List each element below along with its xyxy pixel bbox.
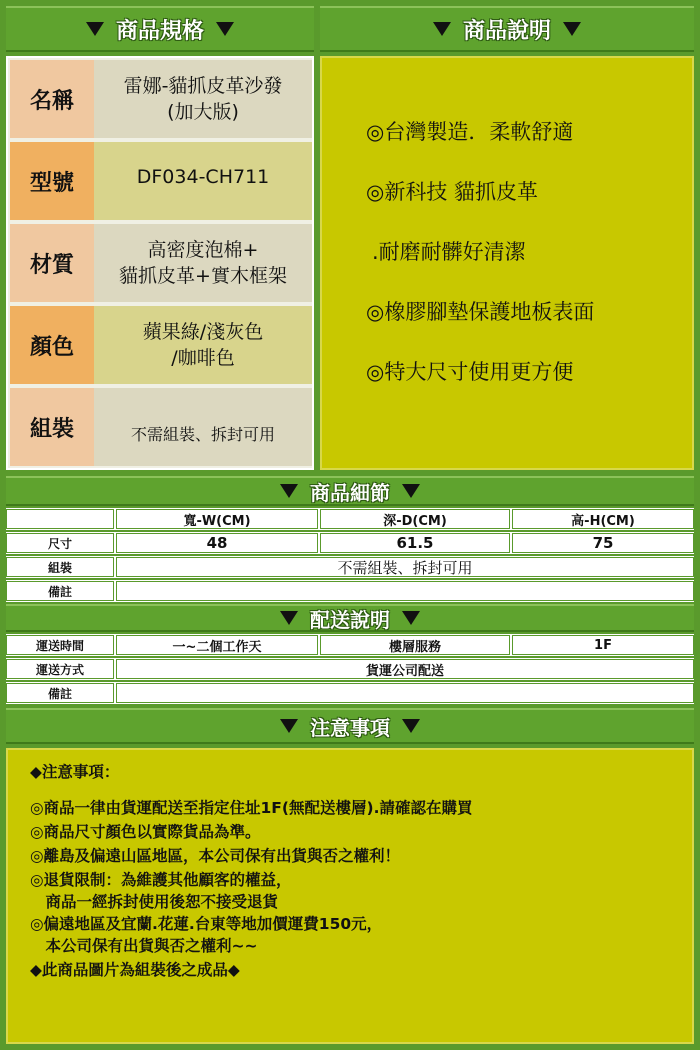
assembly-label: 組裝 [6, 557, 114, 577]
note-value [116, 581, 694, 601]
detail-header-title: 商品細節 [310, 480, 390, 505]
notice-header [6, 708, 694, 744]
delivery-time-label: 運送時間 [6, 635, 114, 655]
delivery-header-title: 配送說明 [310, 607, 390, 632]
spec-table [6, 56, 314, 470]
depth-column-header: 深-D(CM) [320, 509, 510, 529]
delivery-time-row [6, 634, 694, 656]
notice-line: ◎偏遠地區及宜蘭.花蓮.台東等地加價運費150元， [30, 915, 383, 933]
desc-header-title: 商品說明 [462, 18, 551, 44]
spec-value: 高密度泡棉+ 貓抓皮革+實木框架 [94, 224, 312, 302]
assembly-row [6, 556, 694, 578]
notice-line: 商品一經拆封使用後恕不接受退貨 [30, 893, 279, 911]
description-item: ◎橡膠腳墊保護地板表面 [366, 300, 595, 324]
delivery-time-value: 一~二個工作天 [116, 635, 318, 655]
spec-label: 組裝 [10, 388, 94, 466]
empty-cell [6, 509, 114, 529]
description-item: ◎台灣製造．柔軟舒適 [366, 120, 574, 144]
spec-label: 名稱 [10, 60, 94, 138]
notice-line: ◎商品一律由貨運配送至指定住址1F(無配送樓層).請確認在購買 [30, 799, 473, 817]
description-item: .耐磨耐髒好清潔 [372, 240, 526, 264]
delivery-note-label: 備註 [6, 683, 114, 703]
description-item: ◎新科技 貓抓皮革 [366, 180, 538, 204]
notice-line: ◆此商品圖片為組裝後之成品◆ [30, 961, 240, 979]
notice-panel [6, 748, 694, 1044]
height-column-header: 高-H(CM) [512, 509, 694, 529]
spec-label: 顏色 [10, 306, 94, 384]
triangle-down-icon [402, 484, 420, 498]
detail-note-row [6, 580, 694, 602]
description-item: ◎特大尺寸使用更方便 [366, 360, 574, 384]
notice-line: ◎商品尺寸顏色以實際貨品為準。 [30, 823, 261, 841]
spec-value: DF034-CH711 [94, 142, 312, 220]
notice-line: ◎退貨限制：為維護其他顧客的權益， [30, 871, 292, 889]
triangle-down-icon [280, 611, 298, 625]
floor-service-value: 1F [512, 635, 694, 655]
notice-line: ◎離島及偏遠山區地區，本公司保有出貨與否之權利！ [30, 847, 401, 865]
delivery-note-row [6, 682, 694, 704]
width-value: 48 [116, 533, 318, 553]
size-label: 尺寸 [6, 533, 114, 553]
detail-header-row [6, 508, 694, 530]
spec-row-model [8, 140, 312, 220]
spec-value: 雷娜-貓抓皮革沙發 (加大版) [94, 60, 312, 138]
assembly-value: 不需組裝、拆封可用 [116, 557, 694, 577]
spec-row-color [8, 304, 312, 384]
triangle-down-icon [402, 719, 420, 733]
triangle-down-icon [216, 22, 234, 36]
delivery-header [6, 604, 694, 632]
detail-header [6, 476, 694, 506]
width-column-header: 寬-W(CM) [116, 509, 318, 529]
triangle-down-icon [280, 719, 298, 733]
spec-row-name [8, 58, 312, 138]
description-panel [320, 56, 694, 470]
triangle-down-icon [280, 484, 298, 498]
delivery-method-row [6, 658, 694, 680]
delivery-method-value: 貨運公司配送 [116, 659, 694, 679]
size-row [6, 532, 694, 554]
triangle-down-icon [402, 611, 420, 625]
spec-value: 不需組裝、拆封可用 [94, 388, 312, 466]
spec-label: 型號 [10, 142, 94, 220]
depth-value: 61.5 [320, 533, 510, 553]
spec-row-material [8, 222, 312, 302]
spec-row-assembly [8, 386, 312, 466]
notice-line: 本公司保有出貨與否之權利~~ [30, 937, 258, 955]
floor-service-label: 樓層服務 [320, 635, 510, 655]
note-label: 備註 [6, 581, 114, 601]
spec-value: 蘋果綠/淺灰色 /咖啡色 [94, 306, 312, 384]
delivery-method-label: 運送方式 [6, 659, 114, 679]
notice-header-title: 注意事項 [310, 715, 390, 740]
desc-header [320, 6, 694, 52]
height-value: 75 [512, 533, 694, 553]
spec-header [6, 6, 314, 52]
notice-line: ◆注意事項： [30, 763, 120, 781]
triangle-down-icon [563, 22, 581, 36]
delivery-note-value [116, 683, 694, 703]
triangle-down-icon [433, 22, 451, 36]
spec-header-title: 商品規格 [115, 18, 204, 44]
spec-label: 材質 [10, 224, 94, 302]
triangle-down-icon [86, 22, 104, 36]
